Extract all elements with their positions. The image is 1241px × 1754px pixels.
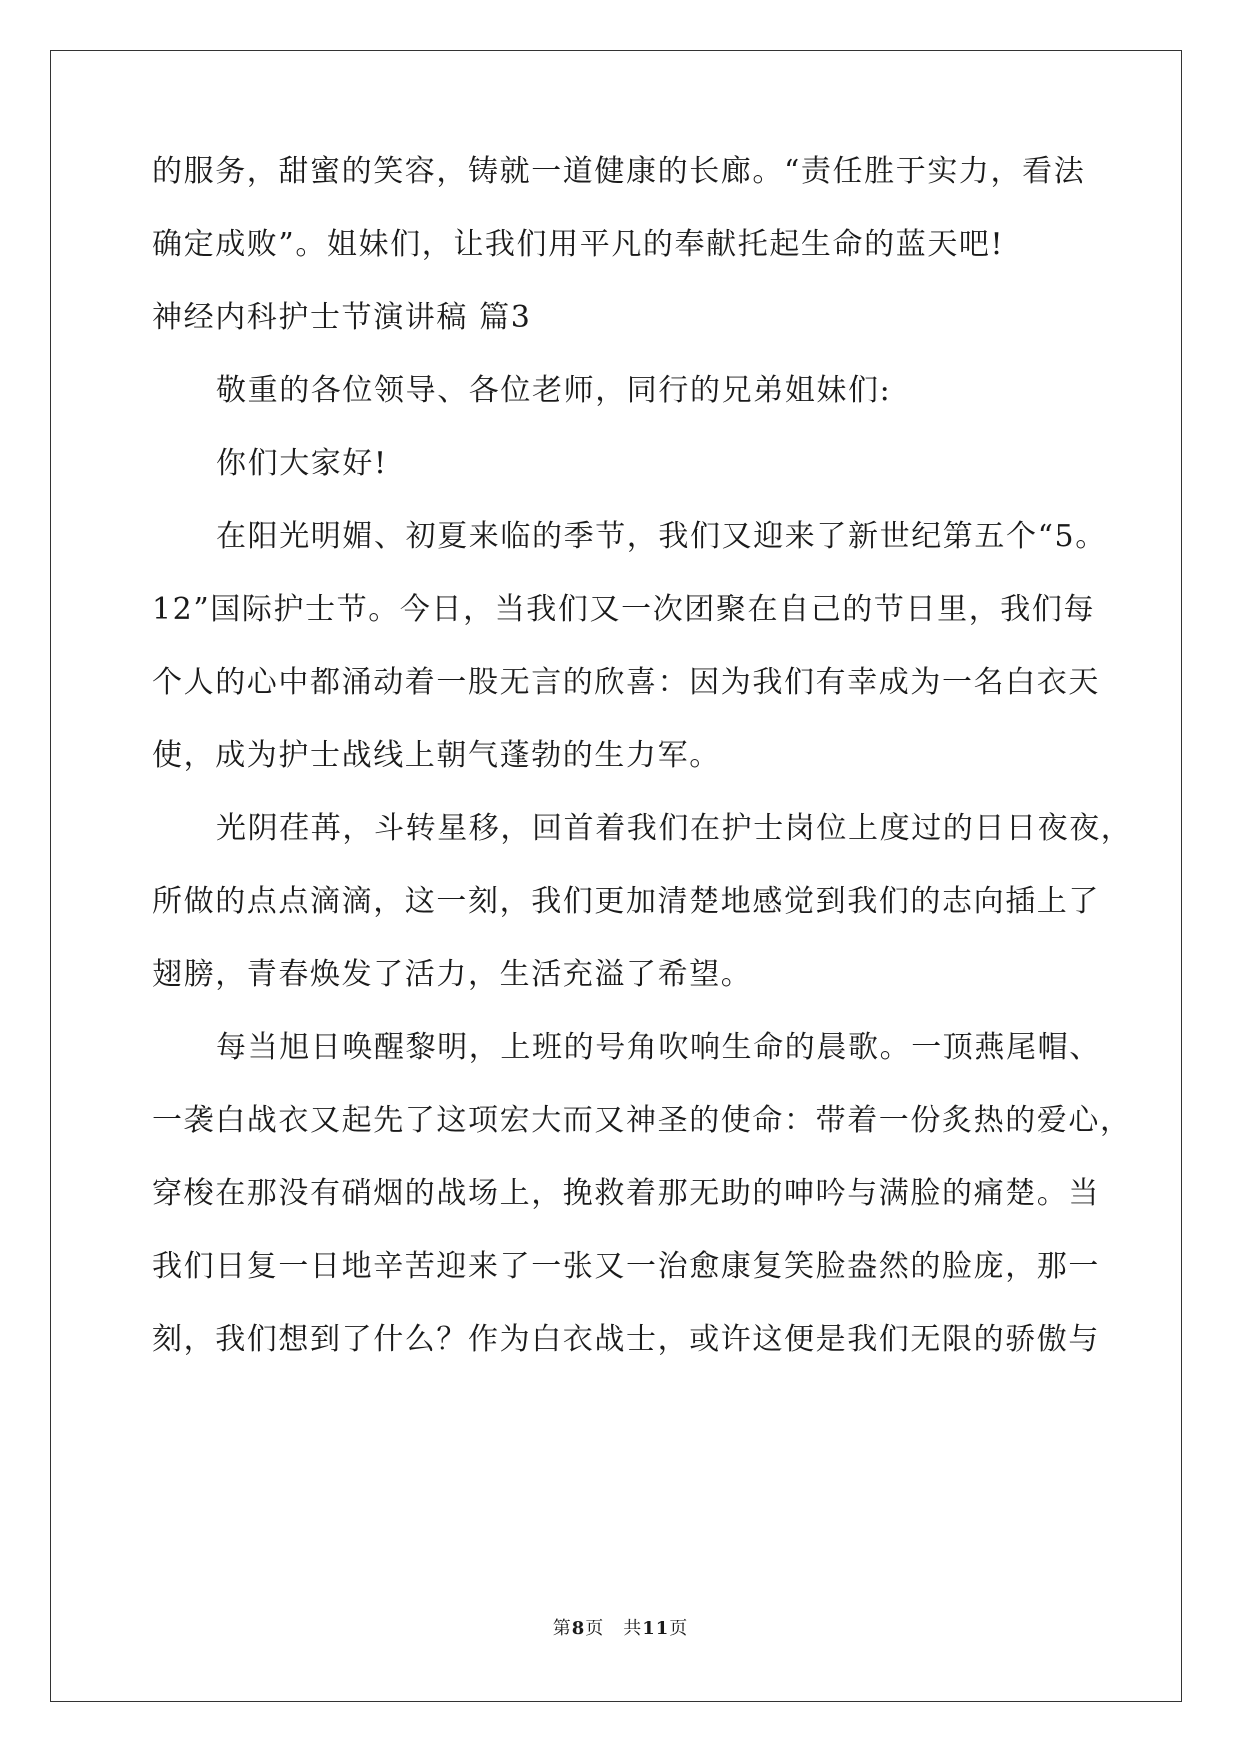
greeting: 你们大家好! [216, 446, 388, 481]
paragraph-line: 每当旭日唤醒黎明，上班的号角吹响生命的晨歌。一顶燕尾帽、 [216, 1030, 1101, 1065]
current-page-number: 8 [571, 1618, 586, 1639]
salutation: 敬重的各位领导、各位老师，同行的兄弟姐妹们: [216, 373, 892, 408]
paragraph-line: 所做的点点滴滴，这一刻，我们更加清楚地感觉到我们的志向插上了 [152, 884, 1100, 919]
section-heading: 神经内科护士节演讲稿 篇3 [152, 300, 532, 335]
paragraph-line: 一袭白战衣又起先了这项宏大而又神圣的使命：带着一份炙热的爱心， [152, 1103, 1132, 1138]
page-prefix: 第 [552, 1618, 572, 1639]
page-suffix: 页 [669, 1618, 689, 1639]
paragraph-line: 12”国际护士节。今日，当我们又一次团聚在自己的节日里，我们每 [152, 592, 1096, 627]
paragraph-line: 确定成败”。姐妹们，让我们用平凡的奉献托起生命的蓝天吧! [152, 227, 1005, 262]
paragraph-line: 个人的心中都涌动着一股无言的欣喜：因为我们有幸成为一名白衣天 [152, 665, 1100, 700]
paragraph-line: 的服务，甜蜜的笑容，铸就一道健康的长廊。“责任胜于实力，看法 [152, 154, 1086, 189]
paragraph-line: 光阴荏苒，斗转星移，回首着我们在护士岗位上度过的日日夜夜， [216, 811, 1133, 846]
paragraph-line: 我们日复一日地辛苦迎来了一张又一治愈康复笑脸盎然的脸庞，那一 [152, 1249, 1100, 1284]
page-footer [0, 1617, 1241, 1641]
page-mid: 页 共 [585, 1618, 643, 1639]
paragraph-line: 使，成为护士战线上朝气蓬勃的生力军。 [152, 738, 721, 773]
paragraph-line: 在阳光明媚、初夏来临的季节，我们又迎来了新世纪第五个“5。 [216, 519, 1107, 554]
total-pages-number: 11 [642, 1618, 670, 1639]
paragraph-line: 翅膀，青春焕发了活力，生活充溢了希望。 [152, 957, 753, 992]
paragraph-line: 穿梭在那没有硝烟的战场上，挽救着那无助的呻吟与满脸的痛楚。当 [152, 1176, 1100, 1211]
paragraph-line: 刻，我们想到了什么？作为白衣战士，或许这便是我们无限的骄傲与 [152, 1322, 1100, 1357]
